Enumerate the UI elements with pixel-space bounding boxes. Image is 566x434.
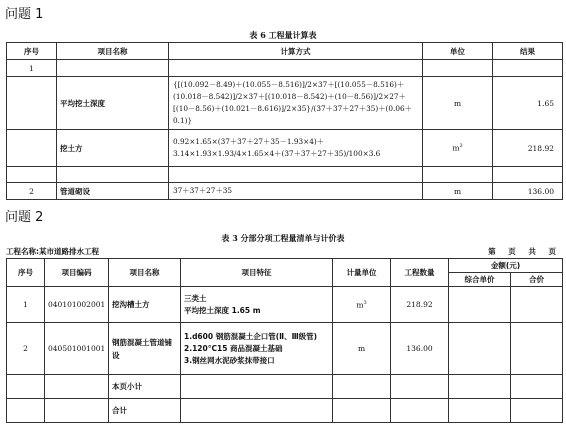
cell-name [57, 60, 169, 77]
cell-unit-price [449, 287, 511, 323]
header-name: 项目名称 [57, 43, 169, 60]
cell-unit: m [423, 77, 493, 130]
cell-qty: 218.92 [391, 287, 449, 323]
cell-no: 2 [7, 323, 45, 375]
cell-unit [333, 375, 391, 399]
cell-no [7, 399, 45, 423]
cell-result: 136.00 [493, 183, 563, 200]
cell-qty: 136.00 [391, 323, 449, 375]
table-row [7, 77, 563, 130]
cell-method: 0.92×1.65×(37＋37＋27＋35－1.93×4)＋3.14×1.93×1.93/4×1.65×4＋(37＋37＋27＋35)/100×3.6 [169, 130, 423, 167]
table-row [7, 167, 563, 183]
cell-unit-price [449, 375, 511, 399]
table-row [7, 323, 563, 375]
cell-name: 挖沟槽土方 [109, 287, 181, 323]
header-no: 序号 [7, 43, 57, 60]
feature-line: 平均挖土深度 1.65 m [184, 305, 261, 315]
subtotal-label: 本页小计 [109, 375, 181, 399]
cell-name: 平均挖土深度 [57, 77, 169, 130]
cell-feature [181, 287, 333, 323]
header-code: 项目编码 [45, 259, 109, 287]
cell-unit [423, 130, 493, 167]
cell-unit-price [449, 399, 511, 423]
header-unit: 计量单位 [333, 259, 391, 287]
unit-superscript: 3 [363, 299, 367, 306]
question-1-heading: 问题 1 [5, 7, 44, 22]
cell-method: 37＋37＋27＋35 [169, 183, 423, 200]
page-number-line: 第 页 共 页 [488, 247, 556, 256]
table-header-row [7, 43, 563, 60]
table-row [7, 183, 563, 200]
cell-no [7, 167, 57, 183]
cell-result [493, 167, 563, 183]
cell-name: 挖土方 [57, 130, 169, 167]
cell-code [45, 399, 109, 423]
cell-unit-price [449, 323, 511, 375]
feature-line: 2.120°C15 商品混凝土基础 [184, 343, 283, 353]
project-name-line: 工程名称:某市道路排水工程 [6, 247, 99, 256]
cell-result: 1.65 [493, 77, 563, 130]
cell-unit: m [423, 183, 493, 200]
header-amount: 金额(元) [449, 259, 563, 273]
subtotal-row [7, 375, 563, 399]
cell-method: {[(10.092－8.49)＋(10.055－8.516)]/2×37＋[(10.055－8.516)＋(10.018－8.542)]/2×37＋[(10.018－8.542)＋(10－8.56)]/2×27＋[(10－8.56)＋(10.021－8.616)]/2×35}/(37＋37＋27＋35)＋(0.06＋0.1)} [169, 77, 423, 130]
quantity-calculation-table [6, 42, 563, 200]
cell-feature [181, 375, 333, 399]
unit-text: m [452, 143, 460, 153]
unit-superscript: 3 [459, 143, 463, 150]
cell-code [45, 375, 109, 399]
cell-unit [423, 60, 493, 77]
header-name: 项目名称 [109, 259, 181, 287]
cell-code: 040501001001 [45, 323, 109, 375]
unit-text: m [356, 300, 364, 310]
table-3-caption: 表 3 分部分项工程量清单与计价表 [221, 233, 345, 243]
cell-total [511, 323, 563, 375]
header-unit-price: 综合单价 [449, 273, 511, 287]
cell-name [57, 167, 169, 183]
cell-name: 钢筋混凝土管道铺设 [109, 323, 181, 375]
table-row [7, 130, 563, 167]
cell-total [511, 375, 563, 399]
total-row [7, 399, 563, 423]
cell-total [511, 399, 563, 423]
cell-qty [391, 375, 449, 399]
cell-unit [423, 167, 493, 183]
cell-qty [391, 399, 449, 423]
cell-feature [181, 323, 333, 375]
cell-unit [333, 399, 391, 423]
cell-unit: m [333, 323, 391, 375]
feature-line: 1.d600 钢筋混凝土企口管(Ⅱ、Ⅲ级管) [184, 331, 318, 341]
header-qty: 工程数量 [391, 259, 449, 287]
table-header-row [7, 259, 563, 273]
cell-no [7, 375, 45, 399]
cell-no [7, 77, 57, 130]
question-2-heading: 问题 2 [5, 210, 44, 225]
feature-line: 三类土 [184, 293, 207, 303]
cell-name: 管道砌设 [57, 183, 169, 200]
feature-line: 3.钢丝网水泥砂浆抹带接口 [184, 355, 275, 365]
bill-of-quantities-table [6, 258, 563, 423]
total-label: 合计 [109, 399, 181, 423]
cell-no: 1 [7, 60, 57, 77]
header-no: 序号 [7, 259, 45, 287]
cell-code: 040101002001 [45, 287, 109, 323]
cell-unit [333, 287, 391, 323]
cell-total [511, 287, 563, 323]
header-result: 结果 [493, 43, 563, 60]
header-total: 合价 [511, 273, 563, 287]
cell-method [169, 60, 423, 77]
table-row [7, 287, 563, 323]
cell-no: 1 [7, 287, 45, 323]
cell-feature [181, 399, 333, 423]
table-6-caption: 表 6 工程量计算表 [249, 30, 317, 40]
cell-result [493, 60, 563, 77]
header-unit: 单位 [423, 43, 493, 60]
header-feature: 项目特征 [181, 259, 333, 287]
table-row [7, 60, 563, 77]
cell-result: 218.92 [493, 130, 563, 167]
header-method: 计算方式 [169, 43, 423, 60]
cell-no: 2 [7, 183, 57, 200]
cell-method [169, 167, 423, 183]
cell-no [7, 130, 57, 167]
